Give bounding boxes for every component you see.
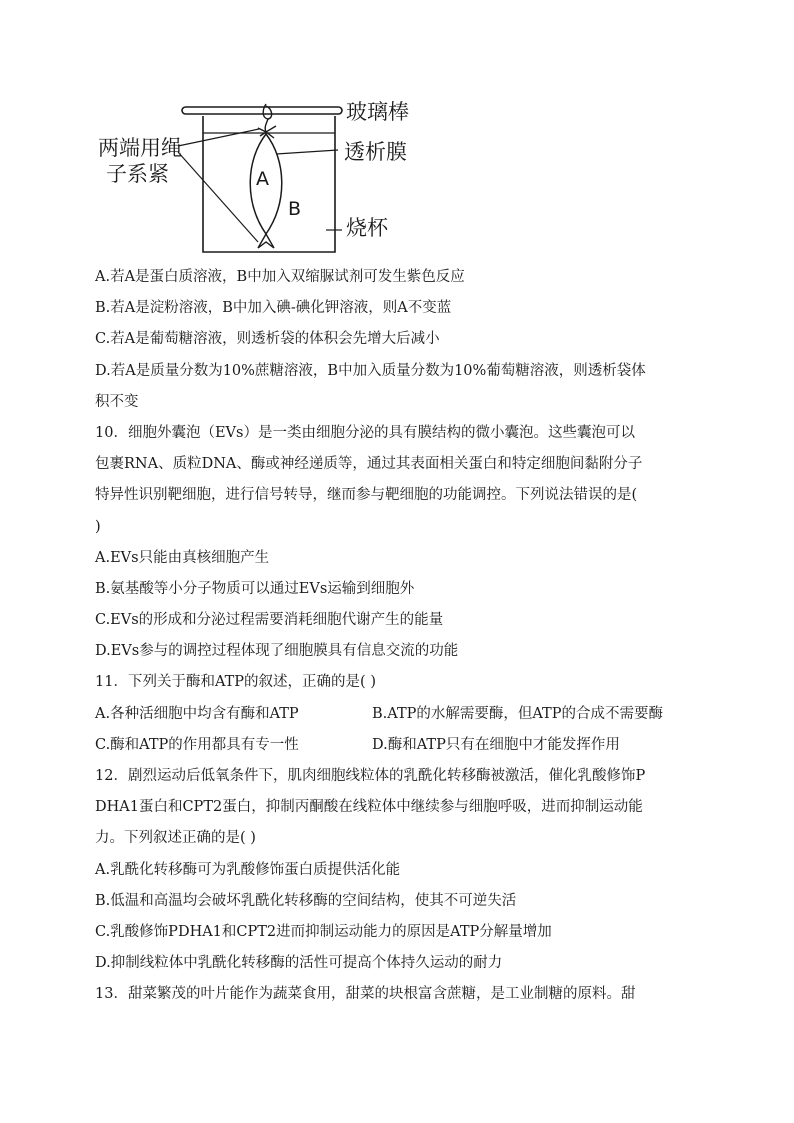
q11-stem: 11．下列关于酶和ATP的叙述，正确的是( ) xyxy=(95,674,376,691)
q9-option-c: C.若A是葡萄糖溶液，则透析袋的体积会先增大后减小 xyxy=(95,331,440,348)
label-glass-rod: 玻璃棒 xyxy=(346,100,409,124)
q12-stem-1: 12．剧烈运动后低氧条件下，肌肉细胞线粒体的乳酰化转移酶被激活，催化乳酸修饰P xyxy=(95,768,646,784)
q11-option-a: A.各种活细胞中均含有酶和ATP xyxy=(95,705,299,722)
q11-option-b: B.ATP的水解需要酶，但ATP的合成不需要酶 xyxy=(372,705,663,722)
q10-stem-2: 包裹RNA、质粒DNA、酶或神经递质等，通过其表面相关蛋白和特定细胞间黏附分子 xyxy=(95,456,643,473)
q9-option-d-cont: 积不变 xyxy=(95,393,139,410)
q12-option-a: A.乳酰化转移酶可为乳酸修饰蛋白质提供活化能 xyxy=(95,861,401,878)
q10-stem-1: 10．细胞外囊泡（EVs）是一类由细胞分泌的具有膜结构的微小囊泡。这些囊泡可以 xyxy=(95,424,635,441)
label-beaker: 烧杯 xyxy=(346,216,388,240)
q10-stem-4: ) xyxy=(95,518,101,535)
q10-option-b: B.氨基酸等小分子物质可以通过EVs运输到细胞外 xyxy=(95,580,415,597)
label-rope-line1: 两端用绳 xyxy=(98,136,182,160)
dialysis-figure xyxy=(90,92,450,258)
q11-option-c: C.酶和ATP的作用都具有专一性 xyxy=(95,736,299,753)
bottom-knot xyxy=(258,234,274,248)
label-membrane: 透析膜 xyxy=(344,140,407,164)
label-a: A xyxy=(256,168,269,190)
q10-option-c: C.EVs的形成和分泌过程需要消耗细胞代谢产生的能量 xyxy=(95,612,444,629)
membrane-leader xyxy=(276,150,338,154)
q10-option-a: A.EVs只能由真核细胞产生 xyxy=(95,549,270,566)
rope-leader-bottom xyxy=(178,152,258,242)
q13-stem: 13．甜菜繁茂的叶片能作为蔬菜食用，甜菜的块根富含蔗糖，是工业制糖的原料。甜 xyxy=(95,986,636,1003)
q10-stem-3: 特异性识别靶细胞，进行信号转导，继而参与靶细胞的功能调控。下列说法错误的是( xyxy=(95,487,638,504)
q10-option-d: D.EVs参与的调控过程体现了细胞膜具有信息交流的功能 xyxy=(95,643,459,660)
q9-option-a: A.若A是蛋白质溶液，B中加入双缩脲试剂可发生紫色反应 xyxy=(95,269,465,285)
q9-option-d: D.若A是质量分数为10%蔗糖溶液，B中加入质量分数为10%葡萄糖溶液，则透析袋体 xyxy=(95,362,646,379)
glass-rod xyxy=(182,107,342,114)
q11-option-d: D.酶和ATP只有在细胞中才能发挥作用 xyxy=(372,736,620,753)
question-content xyxy=(95,262,705,1011)
q12-stem-3: 力。下列叙述正确的是( ) xyxy=(95,830,256,847)
q11-options-row-1 xyxy=(95,699,705,730)
label-b: B xyxy=(288,198,302,220)
q12-option-b: B.低温和高温均会破坏乳酰化转移酶的空间结构，使其不可逆失活 xyxy=(95,892,517,909)
q12-option-c: C.乳酸修饰PDHA1和CPT2进而抑制运动能力的原因是ATP分解量增加 xyxy=(95,923,552,940)
q11-options-row-2 xyxy=(95,730,705,761)
q12-stem-2: DHA1蛋白和CPT2蛋白，抑制丙酮酸在线粒体中继续参与细胞呼吸，进而抑制运动能 xyxy=(95,799,643,816)
q12-option-d: D.抑制线粒体中乳酰化转移酶的活性可提高个体持久运动的耐力 xyxy=(95,955,503,972)
q9-option-b: B.若A是淀粉溶液，B中加入碘-碘化钾溶液，则A不变蓝 xyxy=(95,300,452,317)
label-rope-line2: 子系紧 xyxy=(106,162,169,186)
rope-leader-top xyxy=(178,129,259,146)
